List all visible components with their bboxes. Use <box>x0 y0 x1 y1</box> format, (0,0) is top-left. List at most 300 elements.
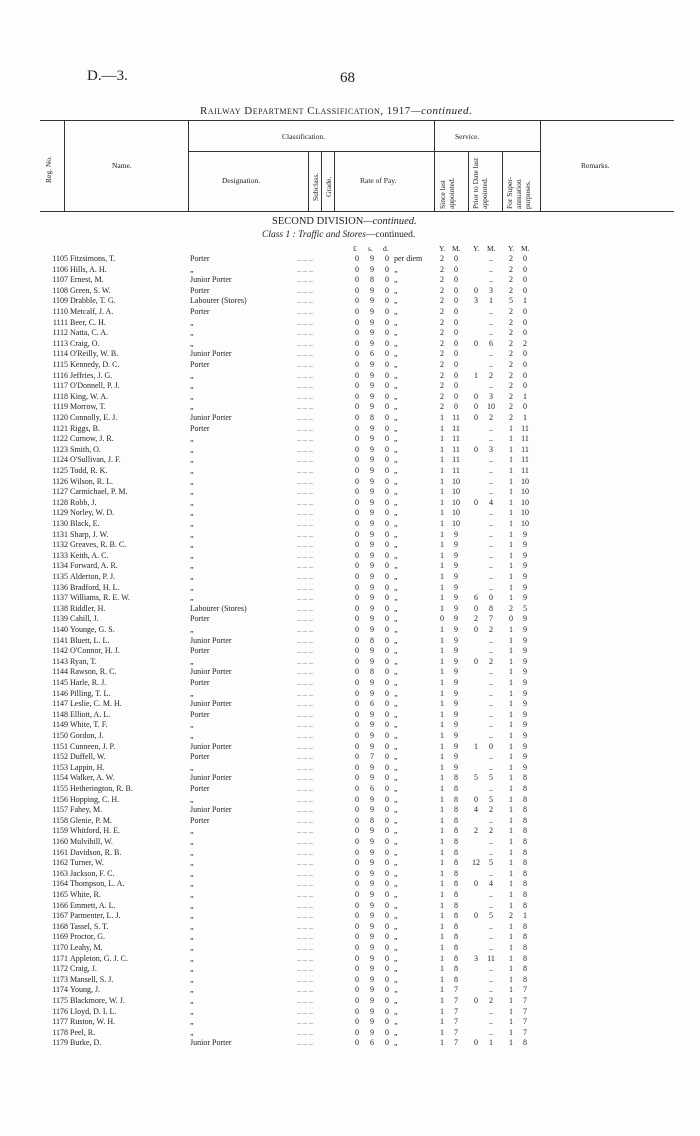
leader-dots: .. .. .. <box>297 678 313 687</box>
prior-months: 0 <box>489 741 493 751</box>
super-months: 9 <box>523 593 527 603</box>
since-last-months: 11 <box>452 423 460 433</box>
designation: „ <box>190 264 194 274</box>
since-last-months: 9 <box>454 561 458 571</box>
super-months: 8 <box>523 815 527 825</box>
reg-number: 1109 <box>52 296 68 306</box>
since-last-months: 8 <box>454 847 458 857</box>
super-years: 1 <box>509 550 513 560</box>
since-last-years: 1 <box>440 423 444 433</box>
pay-pence: 0 <box>385 391 389 401</box>
prior-months: .. <box>489 476 493 486</box>
designation: „ <box>190 1027 194 1037</box>
pay-period: „ <box>394 455 398 465</box>
super-months: 0 <box>523 264 527 274</box>
since-last-months: 8 <box>454 773 458 783</box>
prior-months: .. <box>489 254 493 263</box>
staff-name: Ruston, W. H. <box>70 1017 116 1027</box>
leader-dots: .. .. .. <box>297 741 313 751</box>
since-last-years: 1 <box>440 762 444 772</box>
pay-pounds: 0 <box>355 540 359 550</box>
prior-years: 3 <box>474 953 478 963</box>
staff-name: Turner, W. <box>70 858 104 868</box>
pay-pounds: 0 <box>355 900 359 910</box>
leader-dots: .. .. .. <box>297 837 313 846</box>
pay-period: „ <box>394 529 398 539</box>
super-years: 1 <box>509 667 513 677</box>
table-row <box>0 572 700 582</box>
table-row <box>0 985 700 995</box>
leader-dots: .. .. .. <box>297 911 313 921</box>
pay-pence: 0 <box>385 254 389 263</box>
super-years: 1 <box>509 572 513 581</box>
table-row <box>0 424 700 434</box>
leader-dots: .. .. .. <box>297 943 313 952</box>
prior-months: .. <box>489 921 493 931</box>
since-last-months: 9 <box>454 572 458 581</box>
since-last-months: 0 <box>454 285 458 295</box>
since-last-months: 9 <box>454 582 458 592</box>
since-last-months: 9 <box>454 667 458 677</box>
reg-number: 1145 <box>52 678 68 687</box>
pay-shillings: 9 <box>370 646 374 656</box>
pay-shillings: 9 <box>370 943 374 952</box>
since-last-years: 1 <box>440 476 444 486</box>
leader-dots: .. .. .. <box>297 296 313 306</box>
designation: Porter <box>190 784 210 793</box>
designation: Labourer (Stores) <box>190 296 247 306</box>
table-row <box>0 530 700 540</box>
super-months: 9 <box>523 699 527 709</box>
prior-years: 1 <box>474 370 478 380</box>
prior-months: .. <box>489 466 493 475</box>
since-last-months: 8 <box>454 890 458 899</box>
super-months: 9 <box>523 625 527 634</box>
prior-months: .. <box>489 720 493 730</box>
pay-shillings: 9 <box>370 911 374 921</box>
prior-months: 5 <box>489 794 493 804</box>
staff-name: White, R. <box>70 890 101 899</box>
reg-number: 1121 <box>52 423 68 433</box>
pay-shillings: 9 <box>370 741 374 751</box>
pay-shillings: 9 <box>370 582 374 592</box>
pay-period: „ <box>394 603 398 613</box>
designation: „ <box>190 932 194 942</box>
super-years: 2 <box>509 413 513 422</box>
pay-pence: 0 <box>385 370 389 380</box>
prior-months: .. <box>489 508 493 518</box>
pay-pence: 0 <box>385 360 389 369</box>
super-months: 7 <box>523 985 527 995</box>
staff-name: Alderton, P. J. <box>70 572 116 581</box>
pay-shillings: 9 <box>370 1006 374 1016</box>
pay-pence: 0 <box>385 720 389 730</box>
pay-period: „ <box>394 731 398 740</box>
super-months: 1 <box>523 911 527 921</box>
designation: „ <box>190 625 194 634</box>
years-unit: Y. <box>508 244 515 253</box>
table-row <box>0 339 700 349</box>
leader-dots: .. .. .. <box>297 1038 313 1048</box>
since-last-years: 1 <box>440 837 444 846</box>
since-last-months: 0 <box>454 307 458 316</box>
staff-name: Ernest, M. <box>70 275 104 285</box>
reg-number: 1146 <box>52 688 68 698</box>
pay-pounds: 0 <box>355 275 359 285</box>
pay-shillings: 6 <box>370 699 374 709</box>
prior-months: .. <box>489 328 493 338</box>
prior-months: .. <box>489 360 493 369</box>
classification-header: Classification. <box>282 132 326 141</box>
pay-period: „ <box>394 805 398 815</box>
leader-dots: .. .. .. <box>297 593 313 603</box>
super-years: 1 <box>509 709 513 719</box>
designation: Junior Porter <box>190 635 232 645</box>
designation: Porter <box>190 360 210 369</box>
reg-number: 1176 <box>52 1006 68 1016</box>
reg-number: 1139 <box>52 614 68 624</box>
table-row <box>0 625 700 635</box>
leader-dots: .. .. .. <box>297 805 313 815</box>
leader-dots: .. .. .. <box>297 932 313 942</box>
pay-period: „ <box>394 487 398 497</box>
pay-shillings: 9 <box>370 996 374 1005</box>
reg-number: 1147 <box>52 699 68 709</box>
reg-number: 1141 <box>52 635 68 645</box>
super-months: 0 <box>523 317 527 327</box>
designation: „ <box>190 434 194 444</box>
designation: „ <box>190 762 194 772</box>
pay-pence: 0 <box>385 953 389 963</box>
leader-dots: .. .. .. <box>297 879 313 889</box>
since-last-months: 9 <box>454 656 458 666</box>
designation: „ <box>190 921 194 931</box>
pay-shillings: 9 <box>370 593 374 603</box>
title-main: Railway Department Classification, 1917 <box>200 105 411 117</box>
prior-years: 0 <box>474 338 478 348</box>
reg-number: 1111 <box>52 317 68 327</box>
super-months: 0 <box>523 381 527 391</box>
staff-name: Metcalf, J. A. <box>70 307 114 316</box>
pay-pence: 0 <box>385 603 389 613</box>
reg-number: 1170 <box>52 943 68 952</box>
pay-shillings: 9 <box>370 805 374 815</box>
pay-pence: 0 <box>385 868 389 878</box>
super-years: 1 <box>509 1017 513 1027</box>
staff-name: Pilling, T. L. <box>70 688 111 698</box>
pay-pence: 0 <box>385 815 389 825</box>
super-months: 8 <box>523 943 527 952</box>
since-last-years: 1 <box>440 826 444 836</box>
since-last-months: 0 <box>454 264 458 274</box>
reg-number: 1175 <box>52 996 68 1005</box>
prior-months: 5 <box>489 773 493 783</box>
since-last-months: 8 <box>454 858 458 868</box>
designation: „ <box>190 572 194 581</box>
pay-pence: 0 <box>385 413 389 422</box>
table-row <box>0 466 700 476</box>
pay-pounds: 0 <box>355 508 359 518</box>
leader-dots: .. .. .. <box>297 964 313 974</box>
pay-period: „ <box>394 1027 398 1037</box>
pay-pence: 0 <box>385 688 389 698</box>
prior-months: .. <box>489 307 493 316</box>
pay-pence: 0 <box>385 646 389 656</box>
prior-years: 2 <box>474 614 478 624</box>
prior-months: .. <box>489 1017 493 1027</box>
reg-number: 1156 <box>52 794 68 804</box>
designation: „ <box>190 826 194 836</box>
staff-name: Whitford, H. E. <box>70 826 120 836</box>
super-months: 0 <box>523 370 527 380</box>
pay-period: „ <box>394 264 398 274</box>
reg-number: 1115 <box>52 360 68 369</box>
pay-pence: 0 <box>385 285 389 295</box>
since-last-years: 1 <box>440 550 444 560</box>
pay-pence: 0 <box>385 572 389 581</box>
since-last-years: 1 <box>440 784 444 793</box>
prior-months: 0 <box>489 593 493 603</box>
staff-name: Cahill, J. <box>70 614 99 624</box>
prior-years: 0 <box>474 391 478 401</box>
since-last-years: 1 <box>440 688 444 698</box>
designation: Junior Porter <box>190 773 232 783</box>
super-years: 2 <box>509 349 513 359</box>
pay-shillings: 9 <box>370 466 374 475</box>
table-row <box>0 901 700 911</box>
staff-name: Blackmore, W. J. <box>70 996 125 1005</box>
table-row <box>0 551 700 561</box>
designation: Junior Porter <box>190 1038 232 1048</box>
super-months: 8 <box>523 847 527 857</box>
pay-pence: 0 <box>385 837 389 846</box>
table-row <box>0 848 700 858</box>
pay-pounds: 0 <box>355 996 359 1005</box>
designation: „ <box>190 402 194 412</box>
pay-period: „ <box>394 391 398 401</box>
staff-name: Forward, A. R. <box>70 561 118 571</box>
prior-months: 7 <box>489 614 493 624</box>
reg-number: 1134 <box>52 561 68 571</box>
staff-name: Bluett, L. L. <box>70 635 110 645</box>
staff-name: Peel, R. <box>70 1027 96 1037</box>
since-last-months: 9 <box>454 688 458 698</box>
super-months: 9 <box>523 540 527 550</box>
pay-pence: 0 <box>385 741 389 751</box>
months-unit: M. <box>452 244 461 253</box>
reg-number: 1122 <box>52 434 68 444</box>
reg-number: 1113 <box>52 338 68 348</box>
pay-pence: 0 <box>385 656 389 666</box>
leader-dots: .. .. .. <box>297 603 313 613</box>
pay-pounds: 0 <box>355 805 359 815</box>
designation: „ <box>190 953 194 963</box>
pay-pounds: 0 <box>355 932 359 942</box>
staff-name: Keith, A. C. <box>70 550 109 560</box>
table-row <box>0 604 700 614</box>
super-years: 2 <box>509 307 513 316</box>
super-months: 0 <box>523 349 527 359</box>
reg-number: 1172 <box>52 964 68 974</box>
prior-months: 5 <box>489 911 493 921</box>
prior-months: 1 <box>489 296 493 306</box>
designation: Junior Porter <box>190 349 232 359</box>
leader-dots: .. .. .. <box>297 900 313 910</box>
pay-pence: 0 <box>385 890 389 899</box>
since-last-months: 11 <box>452 444 460 454</box>
pay-period: „ <box>394 890 398 899</box>
since-last-months: 8 <box>454 805 458 815</box>
super-months: 2 <box>523 338 527 348</box>
since-last-months: 9 <box>454 635 458 645</box>
table-row <box>0 858 700 868</box>
reg-number: 1158 <box>52 815 68 825</box>
pay-shillings: 9 <box>370 921 374 931</box>
class-name: Traffic and Stores <box>298 230 366 240</box>
super-months: 0 <box>523 402 527 412</box>
pay-pounds: 0 <box>355 423 359 433</box>
pay-period: „ <box>394 466 398 475</box>
pay-shillings: 9 <box>370 678 374 687</box>
remarks-header: Remarks. <box>581 161 610 170</box>
pay-shillings: 9 <box>370 455 374 465</box>
prior-years: 2 <box>474 826 478 836</box>
since-last-months: 8 <box>454 815 458 825</box>
leader-dots: .. .. .. <box>297 784 313 793</box>
prior-months: 2 <box>489 996 493 1005</box>
super-months: 9 <box>523 582 527 592</box>
pay-shillings: 9 <box>370 731 374 740</box>
leader-dots: .. .. .. <box>297 826 313 836</box>
table-row <box>0 455 700 465</box>
table-row <box>0 508 700 518</box>
pay-period: „ <box>394 370 398 380</box>
super-years: 1 <box>509 752 513 762</box>
pay-pounds: 0 <box>355 296 359 306</box>
table-row <box>0 742 700 752</box>
table-row <box>0 636 700 646</box>
leader-dots: .. .. .. <box>297 370 313 380</box>
reg-number: 1125 <box>52 466 68 475</box>
reg-number: 1107 <box>52 275 68 285</box>
leader-dots: .. .. .. <box>297 646 313 656</box>
months-unit: M. <box>521 244 530 253</box>
reg-number: 1132 <box>52 540 68 550</box>
designation: „ <box>190 317 194 327</box>
reg-number: 1173 <box>52 974 68 984</box>
table-row <box>0 869 700 879</box>
super-years: 1 <box>509 815 513 825</box>
since-last-months: 0 <box>454 317 458 327</box>
super-years: 1 <box>509 582 513 592</box>
pay-pence: 0 <box>385 307 389 316</box>
leader-dots: .. .. .. <box>297 625 313 634</box>
designation: Porter <box>190 678 210 687</box>
pay-shillings: 9 <box>370 254 374 263</box>
pay-pence: 0 <box>385 582 389 592</box>
reg-number: 1108 <box>52 285 68 295</box>
pay-shillings: 6 <box>370 1038 374 1048</box>
since-last-months: 8 <box>454 900 458 910</box>
table-row <box>0 784 700 794</box>
since-last-months: 10 <box>452 497 460 507</box>
leader-dots: .. .. .. <box>297 285 313 295</box>
since-last-years: 1 <box>440 593 444 603</box>
staff-name: Morrow, T. <box>70 402 106 412</box>
designation: „ <box>190 890 194 899</box>
pay-period: „ <box>394 625 398 634</box>
pay-pence: 0 <box>385 423 389 433</box>
since-last-years: 1 <box>440 540 444 550</box>
super-months: 7 <box>523 1027 527 1037</box>
designation: „ <box>190 964 194 974</box>
staff-name: Jackson, F. C. <box>70 868 115 878</box>
staff-name: Leahy, M. <box>70 943 103 952</box>
table-row <box>0 1007 700 1017</box>
super-years: 1 <box>509 879 513 889</box>
pay-period: „ <box>394 911 398 921</box>
pay-period: „ <box>394 953 398 963</box>
reg-number: 1130 <box>52 519 68 528</box>
pay-period: „ <box>394 572 398 581</box>
super-months: 8 <box>523 826 527 836</box>
table-row <box>0 487 700 497</box>
leader-dots: .. .. .. <box>297 413 313 422</box>
pay-period: per diem <box>394 254 423 263</box>
prior-months: .. <box>489 646 493 656</box>
table-row <box>0 286 700 296</box>
designation: Porter <box>190 614 210 624</box>
since-last-years: 1 <box>440 646 444 656</box>
staff-name: Younge, G. S. <box>70 625 115 634</box>
since-last-years: 1 <box>440 964 444 974</box>
prior-months: .. <box>489 890 493 899</box>
since-last-years: 2 <box>440 296 444 306</box>
reg-number: 1131 <box>52 529 68 539</box>
prior-years: 0 <box>474 497 478 507</box>
pay-shillings: 9 <box>370 794 374 804</box>
table-row <box>0 689 700 699</box>
leader-dots: .. .. .. <box>297 264 313 274</box>
pay-pounds: 0 <box>355 1027 359 1037</box>
since-last-years: 1 <box>440 985 444 995</box>
super-years: 2 <box>509 317 513 327</box>
page-title <box>200 105 472 117</box>
reg-number: 1142 <box>52 646 68 656</box>
super-months: 9 <box>523 561 527 571</box>
pay-shillings: 9 <box>370 964 374 974</box>
staff-name: Robb, J. <box>70 497 97 507</box>
super-months: 8 <box>523 868 527 878</box>
since-last-years: 2 <box>440 275 444 285</box>
super-years: 1 <box>509 476 513 486</box>
shilling-unit: s. <box>368 244 373 253</box>
pay-shillings: 7 <box>370 752 374 762</box>
leader-dots: .. .. .. <box>297 858 313 868</box>
since-last-months: 8 <box>454 868 458 878</box>
reg-number: 1167 <box>52 911 68 921</box>
table-row <box>0 371 700 381</box>
subclass-header: Subclass. <box>311 172 320 201</box>
staff-name: O'Reilly, W. B. <box>70 349 119 359</box>
since-last-years: 1 <box>440 678 444 687</box>
designation: „ <box>190 996 194 1005</box>
leader-dots: .. .. .. <box>297 476 313 486</box>
super-months: 9 <box>523 762 527 772</box>
pay-pence: 0 <box>385 317 389 327</box>
pay-pounds: 0 <box>355 550 359 560</box>
since-last-months: 8 <box>454 974 458 984</box>
